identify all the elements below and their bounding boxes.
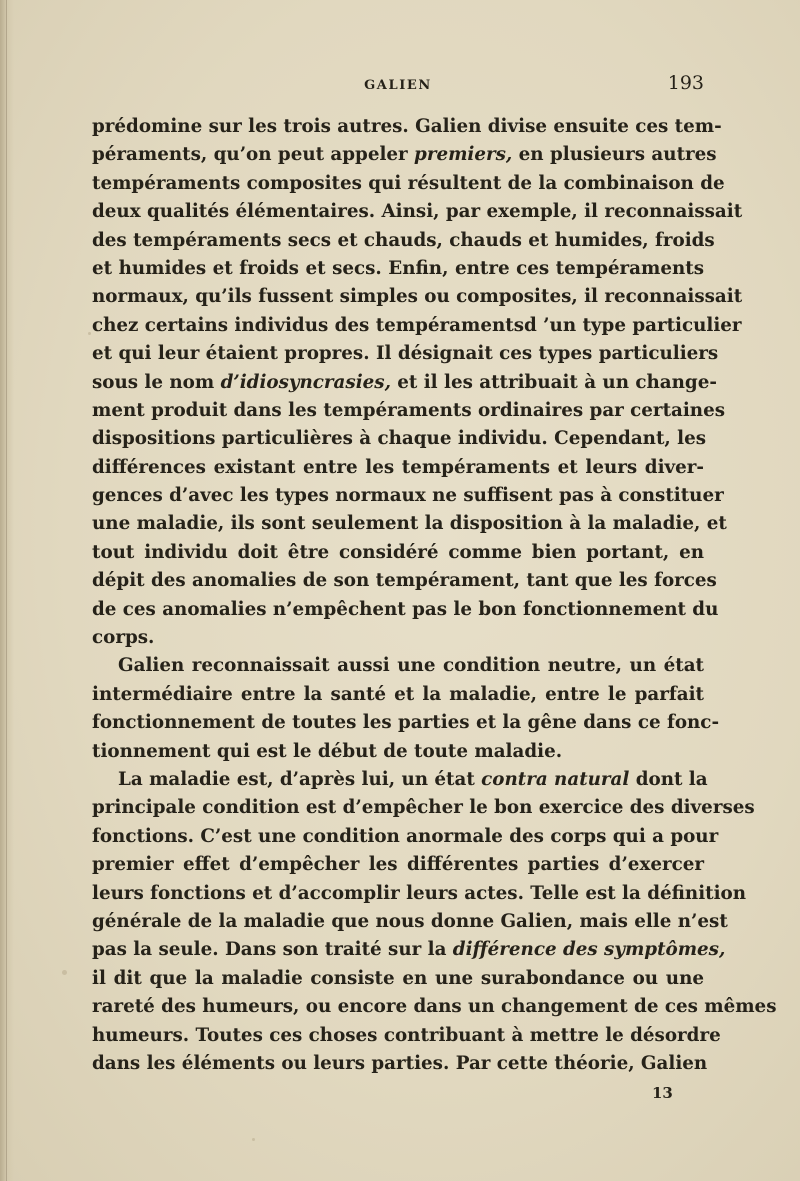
- text-run: péraments, qu’on peut appeler: [92, 144, 415, 166]
- text-run: des tempéraments secs et chauds, chauds et humides, froids: [92, 229, 715, 251]
- text-line: [92, 766, 708, 794]
- text-line: [92, 624, 704, 652]
- text-run: et humides et froids et secs. Enfin, entre ces tempéraments: [92, 257, 704, 279]
- text-line: [92, 823, 719, 851]
- page-number: 193: [667, 72, 704, 94]
- text-run: corps.: [92, 627, 155, 649]
- text-line: [92, 851, 704, 879]
- text-run: de ces anomalies n’empêchent pas le bon fonctionnement du: [92, 598, 719, 620]
- text-run: tout individu doit être considéré comme bien portant, en: [92, 541, 704, 563]
- text-line: [92, 908, 728, 936]
- text-run: générale de la maladie que nous donne Galien, mais elle n’est: [92, 910, 728, 932]
- text-line: [92, 170, 725, 198]
- text-line: [92, 539, 704, 567]
- text-line: [92, 596, 719, 624]
- text-run: une maladie, ils sont seulement la disposition à la maladie, et: [92, 513, 727, 535]
- text-line: [92, 340, 719, 368]
- italic-term: premiers,: [414, 144, 513, 166]
- text-run: deux qualités élémentaires. Ainsi, par exemple, il reconnaissait: [92, 201, 743, 223]
- text-run: dispositions particulières à chaque individu. Cependant, les: [92, 428, 707, 450]
- text-line: [92, 198, 743, 226]
- text-run: tempéraments composites qui résultent de la combinaison de: [92, 172, 725, 194]
- paper-speck: [88, 332, 91, 335]
- text-run: sous le nom: [92, 371, 221, 393]
- text-line: [92, 369, 717, 397]
- text-line: [92, 482, 724, 510]
- italic-term: d’idiosyncrasies,: [220, 371, 391, 393]
- text-run: La maladie est, d’après lui, un état: [118, 768, 482, 790]
- text-run: dans les éléments ou leurs parties. Par cette théorie, Galien: [92, 1052, 708, 1074]
- text-line: [92, 936, 726, 964]
- text-line: [92, 1022, 721, 1050]
- text-line: [92, 141, 717, 169]
- text-line: [92, 794, 755, 822]
- text-run: gences d’avec les types normaux ne suffisent pas à constituer: [92, 485, 724, 507]
- text-run: normaux, qu’ils fussent simples ou composites, il reconnaissait: [92, 286, 743, 308]
- text-run: et il les attribuait à un change-: [390, 371, 717, 393]
- text-run: Galien reconnaissait aussi une condition neutre, un état: [118, 655, 704, 677]
- text-line: [92, 652, 704, 680]
- text-run: fonctionnement de toutes les parties et la gêne dans ce fonc-: [92, 712, 720, 734]
- body-text: [92, 113, 777, 1078]
- text-line: [92, 425, 707, 453]
- text-run: et qui leur étaient propres. Il désignait ces types particuliers: [92, 343, 719, 365]
- text-run: dont la: [629, 768, 708, 790]
- gutter-line: [6, 0, 7, 1181]
- text-run: dépit des anomalies de son tempérament, tant que les forces: [92, 570, 717, 592]
- text-run: différences existant entre les tempéraments et leurs diver-: [92, 456, 704, 478]
- text-line: [92, 113, 722, 141]
- text-line: [92, 965, 704, 993]
- text-line: [92, 397, 726, 425]
- signature-mark: 13: [652, 1084, 673, 1102]
- text-line: [92, 681, 704, 709]
- text-run: humeurs. Toutes ces choses contribuant à mettre le désordre: [92, 1024, 721, 1046]
- text-line: [92, 283, 743, 311]
- text-line: [92, 738, 704, 766]
- text-run: intermédiaire entre la santé et la maladie, entre le parfait: [92, 683, 704, 705]
- italic-term: différence des symptômes,: [452, 939, 726, 961]
- text-run: pas la seule. Dans son traité sur la: [92, 939, 453, 961]
- text-line: [92, 510, 727, 538]
- text-run: chez certains individus des tempéramentsd ’un type particulier: [92, 314, 742, 336]
- text-line: [92, 709, 720, 737]
- paper-speck: [252, 1138, 255, 1141]
- text-run: principale condition est d’empêcher le bon exercice des diverses: [92, 797, 755, 819]
- text-line: [92, 312, 742, 340]
- text-run: rareté des humeurs, ou encore dans un changement de ces mêmes: [92, 996, 777, 1018]
- text-line: [92, 567, 717, 595]
- text-run: premier effet d’empêcher les différentes parties d’exercer: [92, 854, 704, 876]
- text-line: [92, 255, 704, 283]
- text-line: [92, 1050, 708, 1078]
- paper-speck: [62, 970, 67, 975]
- text-run: en plusieurs autres: [512, 144, 717, 166]
- text-run: fonctions. C’est une condition anormale des corps qui a pour: [92, 825, 719, 847]
- text-run: prédomine sur les trois autres. Galien divise ensuite ces tem-: [92, 116, 722, 137]
- gutter-shadow: [0, 0, 14, 1181]
- text-run: tionnement qui est le début de toute maladie.: [92, 740, 563, 762]
- text-run: il dit que la maladie consiste en une surabondance ou une: [92, 967, 704, 989]
- text-line: [92, 880, 747, 908]
- text-run: leurs fonctions et d’accomplir leurs actes. Telle est la définition: [92, 882, 747, 904]
- running-title: GALIEN: [364, 78, 432, 93]
- running-head: [92, 70, 704, 102]
- text-line: [92, 454, 704, 482]
- text-line: [92, 993, 777, 1021]
- text-line: [92, 227, 715, 255]
- italic-term: contra natural: [481, 768, 630, 790]
- text-run: ment produit dans les tempéraments ordinaires par certaines: [92, 399, 726, 421]
